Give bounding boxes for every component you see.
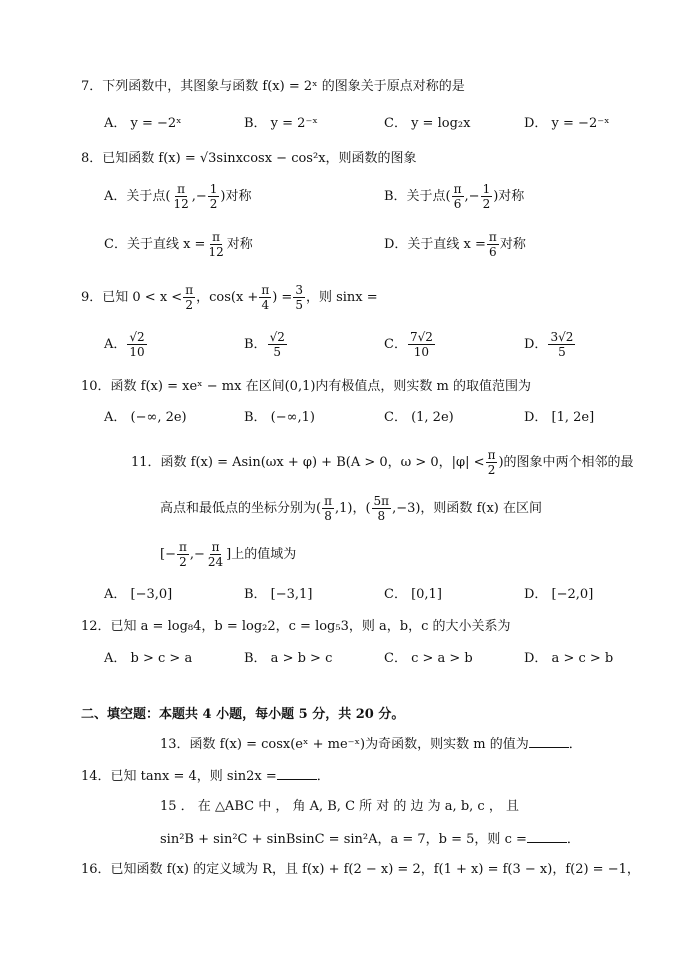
q11-option-a: A． [−3,0] xyxy=(104,587,173,602)
q14-stem: 14．已知 tanx = 4，则 sin2x = ． xyxy=(81,769,330,784)
q14-answer-blank xyxy=(277,767,317,780)
q8-option-c: C．关于直线 x = $\frac{\pi}{12}$ 对称 xyxy=(104,230,253,259)
q15-line-1: 15 ． 在 △ABC 中 ， 角 A, B, C 所 对 的 边 为 a, b, c ， 且 xyxy=(160,799,519,814)
q12-option-a: A． b > c > a xyxy=(104,651,193,666)
q8-stem: 8．已知函数 f(x) = √3sinxcosx − cos²x，则函数的图象 xyxy=(81,151,417,166)
q9-option-c: C． $\frac{7√2}{10}$ xyxy=(384,330,433,359)
q11-line-1: 11．函数 f(x) = Asin(ωx + φ) + B(A > 0，ω > 0，|φ| < $\frac{\pi}{2}$ )的图象中两个相邻的最 xyxy=(131,448,634,477)
q11-line-2: 高点和最低点的坐标分别为( $\frac{\pi}{8}$ ,1)，( $\frac{5\pi}{8}$ ,−3)，则函数 f(x) 在区间 xyxy=(160,494,542,523)
q15-answer-blank xyxy=(527,830,567,843)
q12-option-c: C． c > a > b xyxy=(384,651,473,666)
section-heading: 二、填空题：本题共 4 小题，每小题 5 分，共 20 分。 xyxy=(81,707,405,722)
q7-option-c: C． y = log₂x xyxy=(384,116,471,131)
q7-option-a: A． y = −2ˣ xyxy=(104,116,182,131)
q9-stem: 9．已知 0 < x < $\frac{\pi}{2}$ ，cos(x + $\frac{\pi}{4}$ ) = $\frac{3}{5}$ ，则 sinx = xyxy=(81,283,378,312)
q10-option-a: A． (−∞, 2e) xyxy=(104,410,187,425)
q11-option-c: C． [0,1] xyxy=(384,587,442,602)
q12-stem: 12．已知 a = log₈4，b = log₂2，c = log₅3，则 a，b，c 的大小关系为 xyxy=(81,619,511,634)
q15-line-2: sin²B + sin²C + sinBsinC = sin²A，a = 7，b = 5，则 c = ． xyxy=(160,832,580,847)
q11-option-b: B． [−3,1] xyxy=(244,587,313,602)
q16-stem: 16．已知函数 f(x) 的定义域为 R，且 f(x) + f(2 − x) = 2，f(1 + x) = f(3 − x)，f(2) = −1， xyxy=(81,862,640,877)
q11-line-3: [− $\frac{\pi}{2}$ ,− $\frac{\pi}{24}$ ]上的值域为 xyxy=(160,540,297,569)
q12-option-b: B． a > b > c xyxy=(244,651,333,666)
q13-answer-blank xyxy=(529,735,569,748)
q12-option-d: D． a > c > b xyxy=(524,651,614,666)
q8-option-d: D．关于直线 x = $\frac{\pi}{6}$ 对称 xyxy=(384,230,526,259)
q10-option-d: D． [1, 2e] xyxy=(524,410,595,425)
q13-stem: 13．函数 f(x) = cosx(eˣ + me⁻ˣ)为奇函数，则实数 m 的值为 ． xyxy=(160,737,582,752)
q9-option-d: D． $\frac{3√2}{5}$ xyxy=(524,330,574,359)
q8-option-b: B．关于点( $\frac{\pi}{6}$ ,− $\frac{1}{2}$ )对称 xyxy=(384,182,525,211)
q7-stem: 7．下列函数中，其图象与函数 f(x) = 2ˣ 的图象关于原点对称的是 xyxy=(81,79,465,94)
q10-stem: 10．函数 f(x) = xeˣ − mx 在区间(0,1)内有极值点，则实数 m 的取值范围为 xyxy=(81,379,532,394)
q7-option-b: B． y = 2⁻ˣ xyxy=(244,116,318,131)
q9-option-a: A． $\frac{√2}{10}$ xyxy=(104,330,145,359)
q10-option-c: C． (1, 2e) xyxy=(384,410,454,425)
q9-option-b: B． $\frac{√2}{5}$ xyxy=(244,330,285,359)
q10-option-b: B． (−∞,1) xyxy=(244,410,315,425)
q11-option-d: D． [−2,0] xyxy=(524,587,594,602)
q7-option-d: D． y = −2⁻ˣ xyxy=(524,116,610,131)
q8-option-a: A．关于点( $\frac{\pi}{12}$ ,− $\frac{1}{2}$ )对称 xyxy=(104,182,252,211)
